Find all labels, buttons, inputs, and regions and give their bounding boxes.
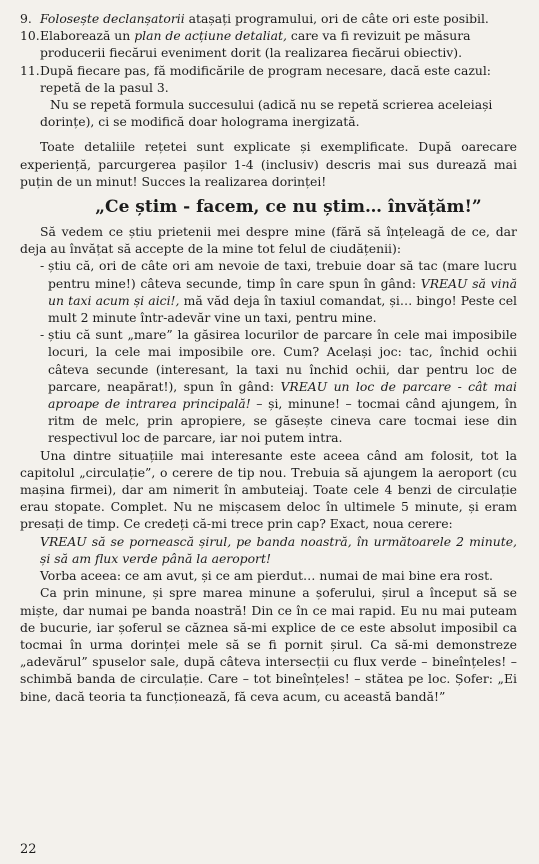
paragraph-details: Toate detaliile rețetei sunt explicate și exemplificate. După oarecare experiență, parcurgerea pașilor 1-4 (inclusiv) descris mai sus durează mai puțin de un minut! Succes la realizarea dorinței!: [20, 139, 517, 189]
list-number: 10.: [20, 28, 40, 44]
list-item-11: [20, 62, 517, 96]
list-number: 9.: [20, 11, 32, 26]
quoted-request: [20, 533, 517, 567]
paragraph-minune: Ca prin minune, și spre marea minune a șoferului, șirul a început să se miște, dar numai pe banda noastră! Din ce în ce mai rapid. Eu nu mai puteam de bucurie, iar șoferul se căznea să-mi explice de ce este absolut imposibil ca tocmai în urma dorinței mele să se fi pornit șirul. Ca să-mi demonstreze „adevărul” spuselor sale, după câteva intersecții cu flux verde – bineînțeles! – schimbă banda de circulație. Care – tot bineînțeles! – stătea pe loc. Șofer: „Ei bine, dacă teoria ta funcționează, fă ceva acum, cu această bandă!”: [20, 585, 517, 704]
list-emphasis: Folosește declanșatorii: [40, 11, 185, 26]
bullet-text: [48, 326, 517, 446]
page-number: 22: [20, 841, 37, 857]
list-number: 11.: [20, 62, 40, 78]
list-emphasis: plan de acțiune detaliat,: [134, 28, 287, 44]
bullet-text: [48, 257, 517, 326]
paragraph-intro: Să vedem ce știu prietenii mei despre mine (fără să înțeleagă de ce, dar deja au învățat să accepte de la mine tot felul de ciudățenii):: [20, 224, 517, 257]
paragraph-vorba: Vorba aceea: ce am avut, și ce am pierdut… numai de mai bine era rost.: [40, 568, 493, 584]
list-text: După fiecare pas, fă modificările de program necesare, dacă este cazul: repetă de la pasul 3.: [40, 62, 491, 95]
bullet-dash: -: [40, 327, 45, 343]
bullet-text-rest: mă văd deja în taxiul comandat, și… bingo! Peste cel mult 2 minute într-adevăr vine un taxi, pentru mine.: [48, 292, 517, 326]
bullet-text-start: știu că, ori de câte ori am nevoie de taxi, trebuie doar să tac (mare lucru pentru mine!) câteva secunde, timp în care spun în gând:: [48, 258, 517, 291]
section-heading: „Ce știm - facem, ce nu știm… învățăm!”: [95, 197, 482, 218]
paragraph-situation: Una dintre situațiile mai interesante este aceea când am folosit, tot la capitolul „circulație”, o cerere de tip nou. Trebuia să ajungem la aeroport (cu mașina firmei), dar am nimerit în ambuteiaj. Toate cele 4 benzi de circulație erau stopate. Complet. Nu ne mișcasem deloc în ultimele 5 minute, și eram presați de timp. Ce credeți că-mi trece prin cap? Exact, noua cerere:: [20, 447, 517, 532]
list-text-start: Elaborează un: [40, 28, 135, 44]
list-item-9: [20, 10, 517, 27]
list-text-rest: atașați programului, ori de câte ori este posibil.: [184, 11, 489, 26]
bullet-dash: -: [40, 258, 45, 274]
bullet-item-parking: [20, 326, 517, 446]
bullet-emphasis: VREAU să vină un taxi acum și aici!,: [48, 275, 517, 308]
quoted-request-text: VREAU să se pornească șirul, pe banda noastră, în următoarele 2 minute, și să am flux verde până la aeroport!: [40, 533, 517, 566]
list-text-rest: care va fi revizuit pe măsura producerii fiecărui eveniment dorit (la realizarea fiecărui obiectiv).: [40, 28, 471, 61]
bullet-item-taxi: [20, 257, 517, 326]
bullet-emphasis: VREAU un loc de parcare - cât mai aproape de intrarea principală!: [48, 378, 517, 412]
list-item-11-note: Nu se repetă formula succesului (adică nu se repetă scrierea aceleiași dorințe), ci se modifică doar holograma inergizată.: [40, 97, 493, 130]
bullet-text-rest: – și, minune! – tocmai când ajungem, în ritm de melc, prin apropiere, se găsește cineva care tocmai iese din respectivul loc de parcare, iar noi putem intra.: [48, 396, 517, 446]
bullet-text-start: știu că sunt „mare” la găsirea locurilor de parcare în cele mai imposibile locuri, la cele mai imposibile ore. Cum? Același joc: tac, închid ochii câteva secunde (interesant, la taxi nu închid ochii, dar pentru loc de parcare, neapărat!), spun în gând:: [48, 327, 517, 394]
list-text: [40, 27, 517, 61]
list-text: [40, 10, 517, 27]
list-item-10: [20, 27, 517, 61]
